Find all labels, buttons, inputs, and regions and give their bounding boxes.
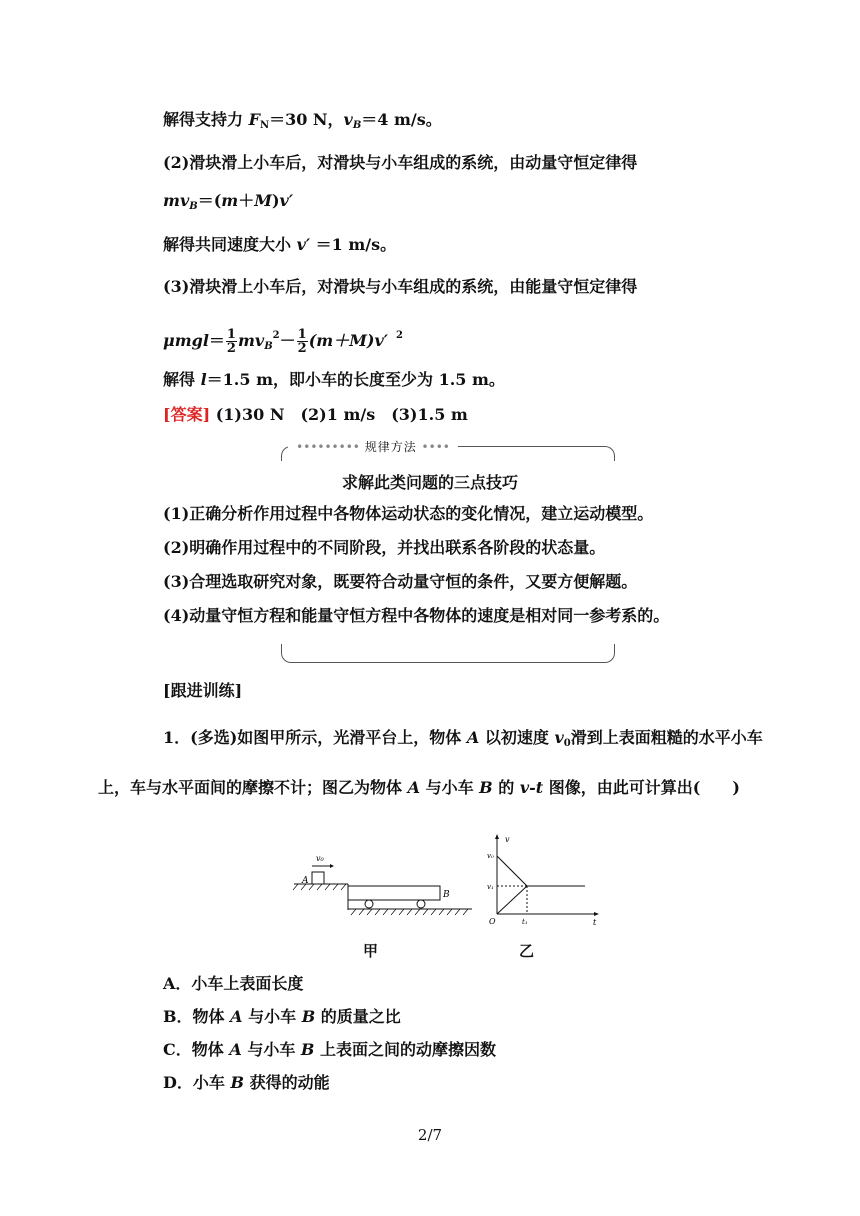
option-a [163, 974, 303, 994]
label-A: A [302, 876, 309, 886]
method-item-2: (2)明确作用过程中的不同阶段，并找出联系各阶段的状态量。 [163, 538, 606, 557]
method-item-3: (3)合理选取研究对象，既要符合动量守恒的条件，又要方便解题。 [163, 572, 638, 591]
text: ＝30 N， [269, 110, 344, 129]
option-b [163, 1007, 401, 1027]
option-text: 物体 [191, 1040, 230, 1059]
var-A: A [407, 778, 420, 797]
v-axis-arrow [495, 834, 499, 839]
method-box-bottom-border [281, 644, 615, 663]
text: 解得共同速度大小 [163, 235, 297, 254]
text: 图像，由此可计算出( ) [543, 778, 740, 797]
text: ＝ [208, 331, 225, 350]
block-A [312, 872, 324, 884]
tick-v0: v₀ [487, 852, 494, 860]
var-vprime: v′ [296, 235, 311, 254]
answer-tag: [答案] [163, 405, 211, 424]
numerator: 1 [297, 327, 307, 342]
caption-yi: 乙 [519, 942, 535, 960]
var-m: m [237, 331, 255, 350]
text: 与小车 [420, 778, 480, 797]
text: ＝( [197, 191, 222, 210]
var-v-t: v-t [519, 778, 544, 797]
label-v0: v₀ [316, 854, 324, 863]
solution-line-3 [163, 191, 293, 217]
var-m-plus-M: (m＋M) [308, 331, 375, 350]
wheel [417, 900, 425, 908]
method-box-title: 求解此类问题的三点技巧 [341, 473, 518, 492]
line-A [497, 856, 527, 886]
solution-line-2: (2)滑块滑上小车后，对滑块与小车组成的系统，由动量守恒定律得 [163, 153, 638, 172]
car-B [348, 886, 440, 900]
page-number: 2/7 [417, 1126, 443, 1144]
solution-line-7 [163, 370, 505, 390]
var-v: v [343, 110, 353, 129]
platform-hatch [293, 884, 346, 890]
axis-label-t: t [593, 918, 597, 926]
dots-decoration: •••• [421, 440, 450, 454]
option-letter: C． [163, 1040, 192, 1059]
option-text: 的质量之比 [315, 1007, 401, 1026]
sup-2: 2 [272, 330, 280, 341]
option-letter: A． [163, 974, 192, 993]
var-vprime: v′ [374, 331, 388, 350]
option-text: 与小车 [241, 1040, 301, 1059]
solution-line-5: (3)滑块滑上小车后，对滑块与小车组成的系统，由能量守恒定律得 [163, 277, 638, 296]
solution-line-4 [163, 235, 396, 255]
solution-line-1 [163, 110, 442, 136]
sub-B: B [352, 120, 362, 131]
text: ＝1.5 m，即小车的长度至少为 1.5 m。 [206, 370, 505, 389]
text: 的 [492, 778, 520, 797]
var-B: B [300, 1040, 315, 1059]
tick-t1: t₁ [522, 918, 528, 926]
denominator: 2 [297, 341, 307, 356]
option-letter: B． [163, 1007, 193, 1026]
label-B: B [443, 890, 450, 900]
tick-v1: v₁ [487, 883, 494, 891]
text: 解得 [163, 370, 201, 389]
option-c [163, 1040, 496, 1060]
training-heading: [跟进训练] [163, 681, 243, 700]
sub-B: B [189, 201, 198, 212]
sub-B: B [264, 341, 273, 352]
var-B: B [230, 1073, 244, 1092]
text: 解得支持力 [163, 110, 249, 129]
option-d [163, 1073, 330, 1093]
option-text: 小车 [192, 1073, 231, 1092]
arrow-head [330, 864, 334, 868]
var-m: m [221, 191, 239, 210]
fraction [297, 328, 308, 355]
sub-N: N [259, 120, 270, 131]
var-A: A [466, 728, 480, 747]
figure-jia-car-diagram [290, 848, 475, 920]
text: 滑到上表面粗糙的水平小车上，车与水平面间的摩擦不计；图乙为物体 [98, 728, 763, 797]
t-axis-arrow [594, 912, 599, 916]
option-text: 小车上表面长度 [191, 974, 304, 993]
text: ＋ [238, 191, 255, 210]
text: ＝1 m/s。 [310, 235, 397, 254]
var-M: M [254, 191, 272, 210]
wheel [365, 900, 373, 908]
var-mu-mgl: μmgl [163, 331, 209, 350]
option-text: 物体 [192, 1007, 231, 1026]
sup-2: 2 [396, 330, 403, 341]
text: 1．(多选)如图甲所示，光滑平台上，物体 [163, 728, 467, 747]
answer-text: (1)30 N (2)1 m/s (3)1.5 m [210, 405, 468, 424]
sub-0: 0 [563, 738, 571, 749]
method-box-tag-label: 规律方法 [364, 440, 417, 454]
option-text: 上表面之间的动摩擦因数 [314, 1040, 497, 1059]
ground-hatch [351, 909, 468, 915]
fraction [226, 328, 237, 355]
caption-jia: 甲 [363, 942, 379, 960]
option-text: 与小车 [242, 1007, 302, 1026]
question-1 [98, 716, 768, 810]
method-item-1: (1)正确分析作用过程中各物体运动状态的变化情况，建立运动模型。 [163, 504, 654, 523]
var-A: A [229, 1040, 242, 1059]
var-vprime: v′ [279, 191, 294, 210]
var-v: v [254, 331, 265, 350]
var-A: A [230, 1007, 243, 1026]
line-B [497, 886, 527, 914]
var-B: B [301, 1007, 316, 1026]
method-item-4: (4)动量守恒方程和能量守恒方程中各物体的速度是相对同一参考系的。 [163, 606, 670, 625]
solution-line-6 [163, 323, 403, 360]
var-F: F [248, 110, 260, 129]
option-letter: D． [163, 1073, 193, 1092]
dots-decoration: ••••••••• [296, 440, 360, 454]
var-v: v [179, 191, 190, 210]
text: ＝4 m/s。 [361, 110, 442, 129]
text: － [279, 331, 296, 350]
option-text: 获得的动能 [244, 1073, 330, 1092]
var-l: l [200, 370, 207, 389]
var-m: m [163, 191, 180, 210]
text: ) [271, 191, 280, 210]
figure-yi-vt-graph [485, 832, 605, 926]
axis-label-v: v [505, 835, 510, 844]
method-box-tag [288, 438, 458, 455]
answer-line [163, 405, 468, 425]
numerator: 1 [226, 327, 236, 342]
var-v: v [554, 728, 564, 747]
var-B: B [479, 778, 493, 797]
denominator: 2 [226, 341, 236, 356]
origin-label: O [489, 917, 496, 926]
text: 以初速度 [479, 728, 555, 747]
